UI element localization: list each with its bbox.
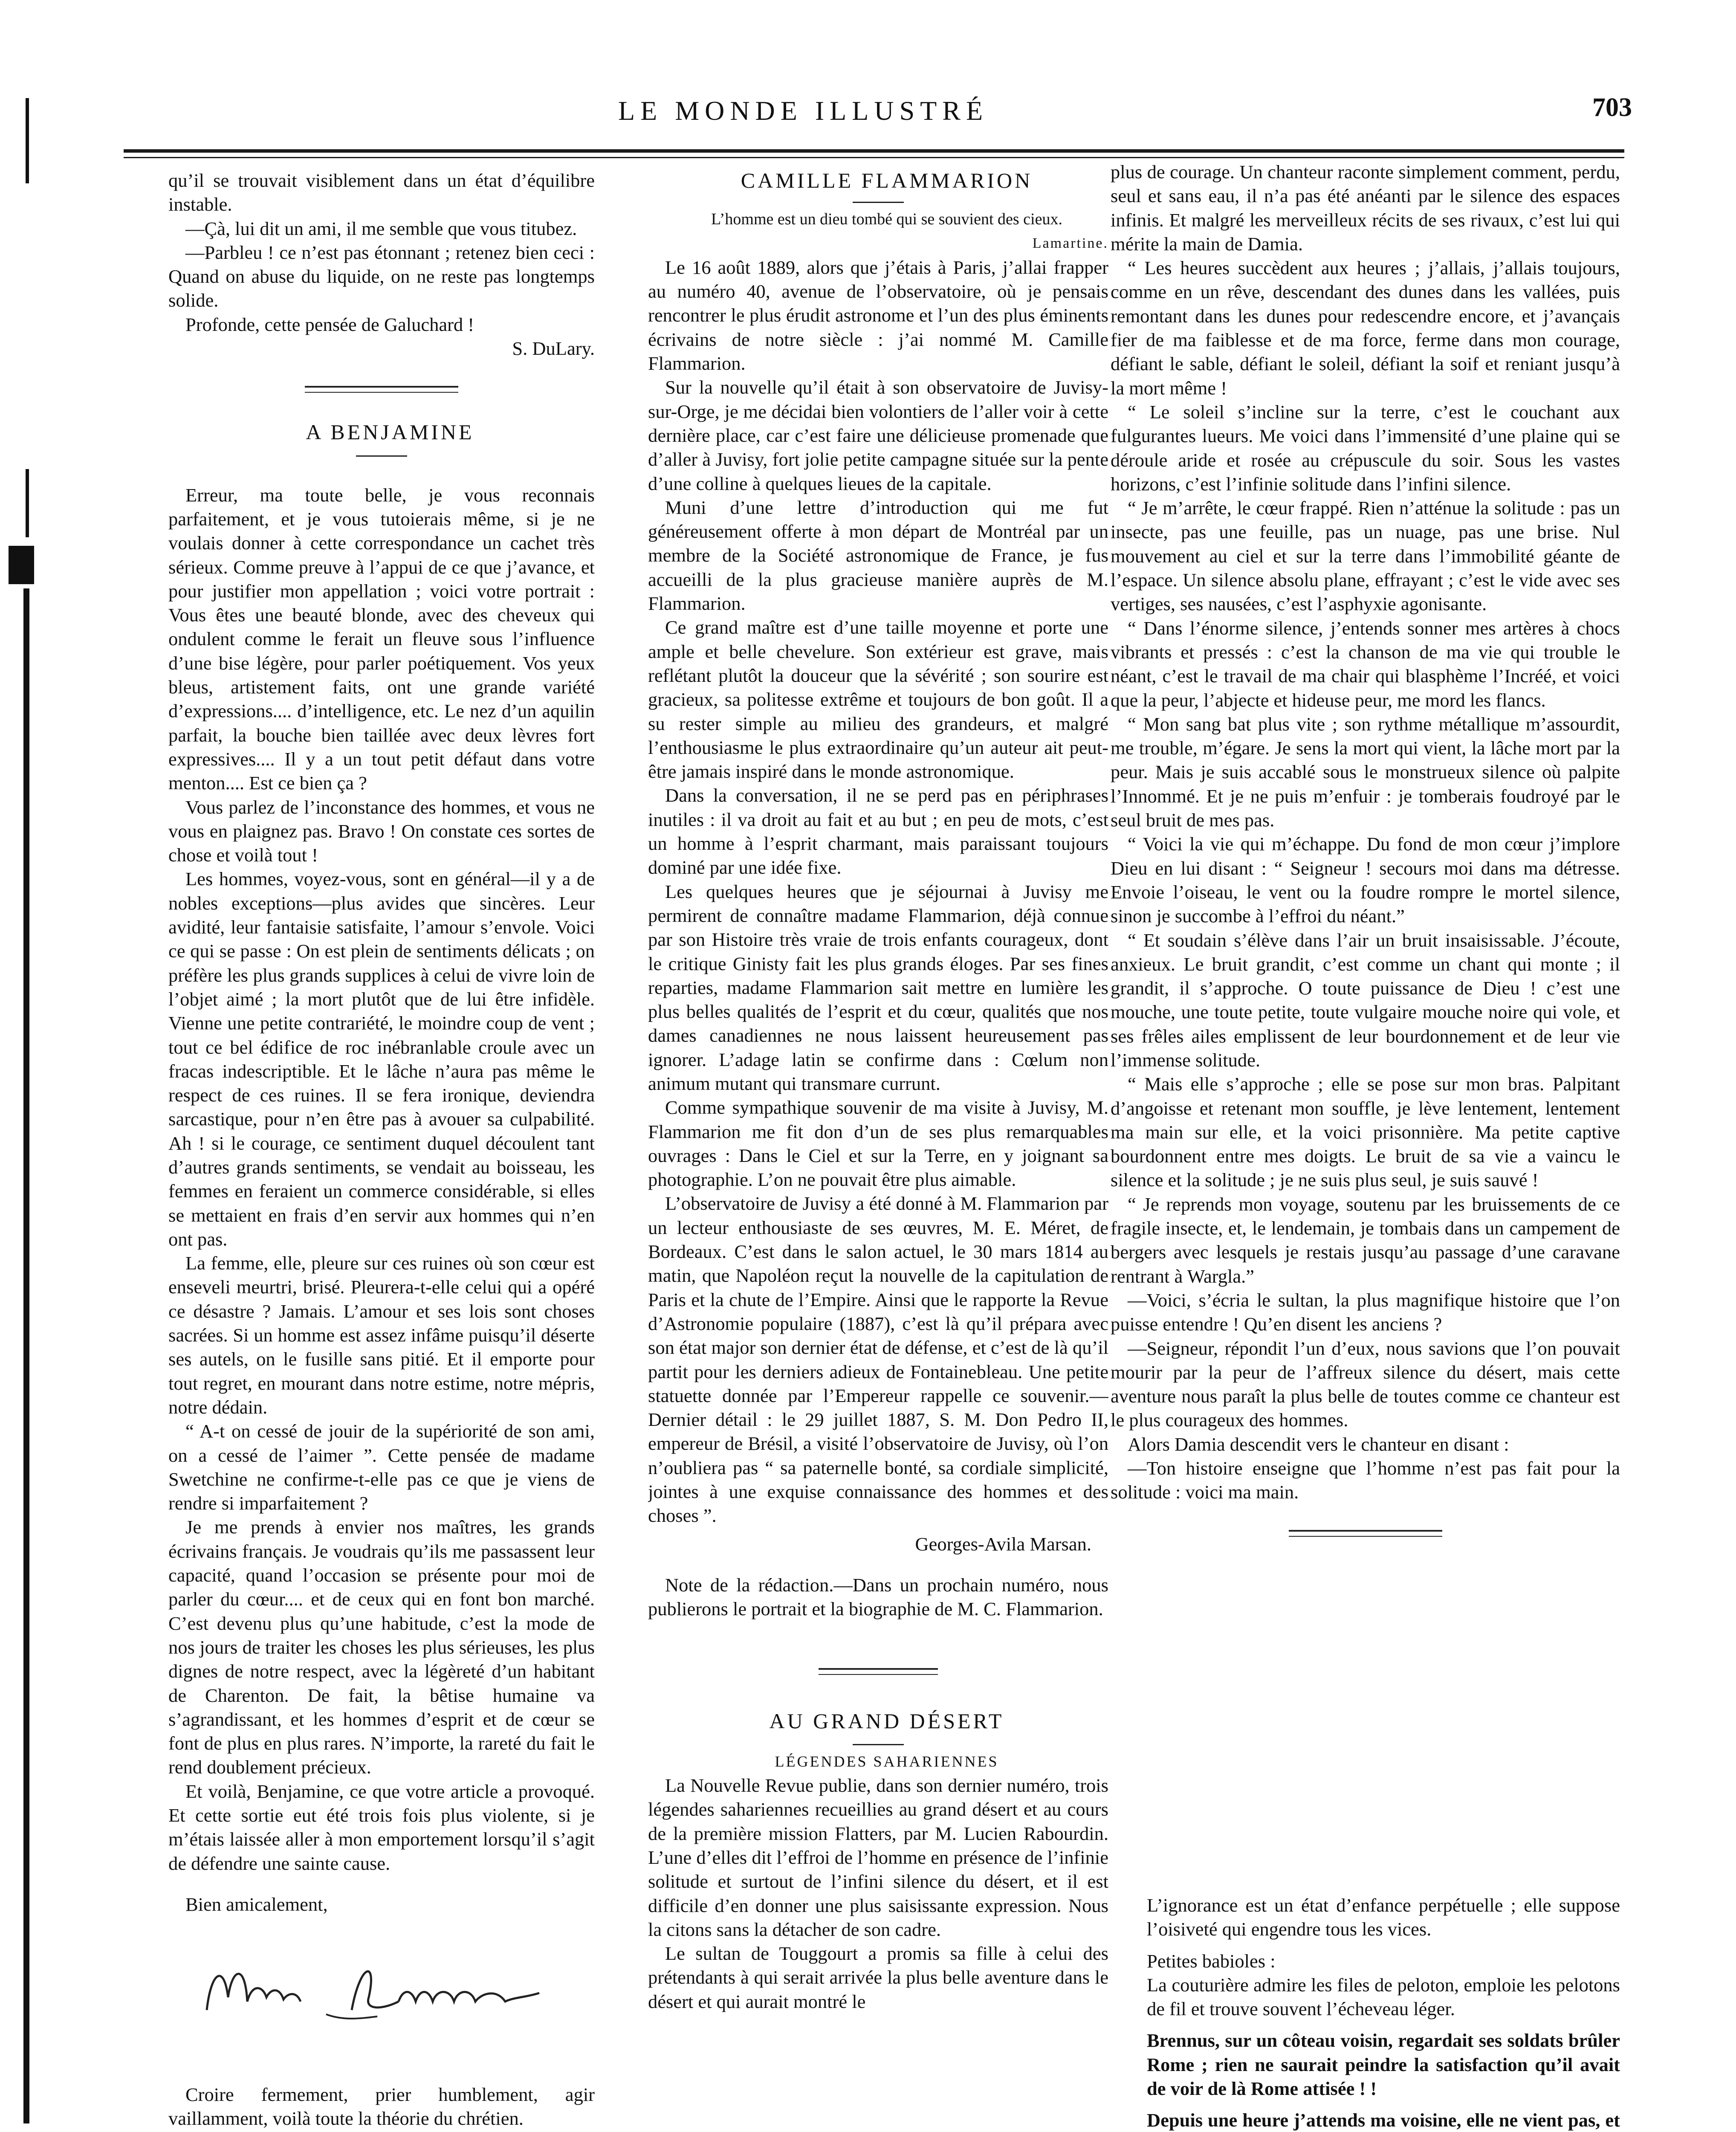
article-heading: CAMILLE FLAMMARION (741, 168, 1033, 192)
paragraph: La Nouvelle Revue publie, dans son dernier numéro, trois légendes sahariennes recueillies au grand désert et au cours de la première mission Flatters, par M. Lucien Rabourdin. L’une d’elles dit l’effroi de l’homme en présence de l’infinie solitude et surtout de l’infini silence du désert, et il est difficile d’en donner une plus saisissante expression. Nous la citons sans la détacher de son cadre. (648, 1775, 1108, 1940)
header-rule (124, 149, 1624, 153)
paragraph: Dans la conversation, il ne se perd pas en périphrases inutiles : il va droit au fait et au but ; en peu de mots, c’est un homme à l’esprit charmant, mais paraissant toujours dominé par une idée fixe. (648, 785, 1108, 878)
epigraph-author: Lamartine. (1032, 235, 1108, 251)
paragraph: —Seigneur, répondit l’un d’eux, nous savions que l’on pouvait mourir par la peur de l’affreux silence du désert, mais cette aventure nous paraît la plus belle de toutes comme ce chanteur est le plus courageux des hommes. (1111, 1337, 1620, 1431)
paragraph: Alors Damia descendit vers le chanteur en disant : (1128, 1433, 1509, 1455)
paragraph: “ Les heures succèdent aux heures ; j’allais, j’allais toujours, comme en un rêve, descendant des dunes dans les vallées, puis remontant dans les dunes pour redescendre encore, et j’avançais fier de ma faiblesse et de ma force, ferme dans mon courage, défiant le sable, défiant le soleil, défiant la soif et reniant jusqu’à la mort même ! (1111, 257, 1620, 399)
paragraph: —Voici, s’écria le sultan, la plus magnifique histoire que l’on puisse entendre ! Qu’en disent les anciens ? (1111, 1289, 1620, 1335)
heading-rule (853, 202, 904, 203)
article-heading: A BENJAMINE (306, 420, 475, 444)
paragraph: “ Voici la vie qui m’échappe. Du fond de mon cœur j’implore Dieu en lui disant : “ Seigneur ! secours moi dans ma détresse. Envoie l’oiseau, le vent ou la foudre rompre le mortel silence, sinon je succombe à l’effroi du néant.” (1111, 833, 1620, 927)
column-right-maxims (1147, 1893, 1620, 2132)
maxim: Depuis une heure j’attends ma voisine, elle ne vient pas, et (1147, 2109, 1620, 2131)
paragraph: qu’il se trouvait visiblement dans un état d’équilibre instable. (168, 170, 595, 215)
paragraph: “ Dans l’énorme silence, j’entends sonner mes artères à chocs vibrants et pressés : c’est la chanson de ma vie qui trouble le néant, c’est le travail de ma chair qui blasphème l’Incréé, et voici que la peur, l’abjecte et hideuse peur, me mord les flancs. (1111, 617, 1620, 711)
paragraph: “ Je m’arrête, le cœur frappé. Rien n’atténue la solitude : pas un insecte, pas une feuille, pas un nuage, pas une brise. Nul mouvement au ciel et sur la terre dans l’immobilité géante de l’espace. Un silence absolu plane, effrayant ; c’est le vide avec ses vertiges, ses nausées, c’est l’asphyxie agonisante. (1111, 497, 1620, 615)
paragraph: plus de courage. Un chanteur raconte simplement comment, perdu, seul et sans eau, il n’a pas été anéanti par le silence des espaces infinis. Et malgré les merveilleux récits de ses rivaux, c’est lui qui mérite la main de Damia. (1111, 161, 1620, 255)
editor-note: Note de la rédaction.—Dans un prochain numéro, nous publierons le portrait et la biographie de M. C. Flammarion. (648, 1574, 1108, 1620)
maxim: La couturière admire les files de peloton, emploie les pelotons de fil et trouve souvent l’écheveau léger. (1147, 1974, 1620, 2020)
paragraph: L’observatoire de Juvisy a été donné à M. Flammarion par un lecteur enthousiaste de ses œuvres, M. E. Méret, de Bordeaux. C’est dans le salon actuel, le 30 mars 1814 au matin, que Napoléon reçut la nouvelle de la capitulation de Paris et la chute de l’Empire. Ainsi que le rapporte la Revue d’Astronomie populaire (1887), c’est là qu’il prépara avec son état major son dernier état de défense, et c’est de là qu’il partit pour les derniers adieux de Fontainebleau. Une petite statuette donnée par l’Empereur rappelle ce souvenir.—Dernier détail : le 29 juillet 1887, S. M. Don Pedro II, empereur de Brésil, a visité l’observatoire de Juvisy, où l’on n’oubliera pas “ sa paternelle bonté, sa cordiale simplicité, jointes à une exquise connaissance des hommes et des choses ”. (648, 1193, 1108, 1527)
paragraph: “ A-t on cessé de jouir de la supériorité de son ami, on a cessé de l’aimer ”. Cette pensée de madame Swetchine ne confirme-t-elle pas ce que je viens de rendre si imparfaitement ? (168, 1420, 595, 1514)
paragraph: Ce grand maître est d’une taille moyenne et porte une ample et belle chevelure. Son extérieur est grave, mais reflétant plutôt la douceur que la sévérité ; son sourire est gracieux, sa politesse extrême et toujours de bon goût. Il a su rester simple au milieu des grandeurs, et malgré l’enthousiasme le plus extraordinaire qu’un auteur ait peut-être jamais inspiré dans le monde astronomique. (648, 617, 1108, 782)
section-divider (305, 386, 458, 393)
column-middle (648, 168, 1108, 2132)
maxim: Brennus, sur un côteau voisin, regardait ses soldats brûler Rome ; rien ne saurait peindre la satisfaction qu’il avait de voir de là Rome attisée ! ! (1147, 2030, 1620, 2100)
paragraph: Vous parlez de l’inconstance des hommes, et vous ne vous en plaignez pas. Bravo ! On constate ces sortes de chose et voilà tout ! (168, 796, 595, 866)
paragraph: “ Et soudain s’élève dans l’air un bruit insaisissable. J’écoute, anxieux. Le bruit grandit, c’est comme un chant qui monte ; il grandit, il s’approche. O toute puissance de Dieu ! c’est une mouche, une toute petite, toute vulgaire mouche noire qui vole, et ses frêles ailes emplissent de leur bourdonnement et de leur vie l’immense solitude. (1111, 929, 1620, 1071)
article-heading: AU GRAND DÉSERT (769, 1709, 1004, 1733)
paragraph: “ Mais elle s’approche ; elle se pose sur mon bras. Palpitant d’angoisse et retenant mon souffle, je lève lentement, lentement ma main sur elle, et la voici prisonnière. Ma petite captive bourdonnent entre mes doigts. Le bruit de sa vie a vaincu le silence et la solitude ; je ne suis plus seul, je suis sauvé ! (1111, 1073, 1620, 1191)
column-left (168, 168, 595, 2132)
closing: Bien amicalement, (185, 1893, 328, 1915)
paragraph: Les quelques heures que je séjournai à Juvisy me permirent de connaître madame Flammarion, déjà connue par son Histoire très vraie de trois enfants courageux, dont le critique Ginisty fait les plus grands éloges. Par ses fines reparties, madame Flammarion sait mettre en lumière les plus belles qualités de l’esprit et du cœur, qualités que nos dames canadiennes ne nous laissent heureusement pas ignorer. L’adage latin se confirme dans : Cœlum non animum mutant qui transmare currunt. (648, 881, 1108, 1094)
paragraph: “ Mon sang bat plus vite ; son rythme métallique m’assourdit, me trouble, m’égare. Je sens la mort qui vient, la lâche mort par la peur. Mais je suis accablé sous le monstrueux silence où palpite l’Innommé. Et je ne puis m’enfuir : je tomberais foudroyé par le seul bruit de mes pas. (1111, 713, 1620, 831)
binding-edge-mark (9, 546, 34, 584)
paragraph: —Ton histoire enseigne que l’homme n’est pas fait pour la solitude : voici ma main. (1111, 1457, 1620, 1503)
maxim-heading: Petites babioles : (1147, 1950, 1276, 1972)
paragraph: Sur la nouvelle qu’il était à son observatoire de Juvisy-sur-Orge, je me décidai bien volontiers de l’aller voir à cette dernière place, car c’est faire une délicieuse promenade que d’aller à Juvisy, fort jolie petite campagne située sur la pente d’une colline à quelques lieues de la capitale. (648, 377, 1108, 494)
article-subheading: LÉGENDES SAHARIENNES (775, 1753, 999, 1770)
paragraph: “ Le soleil s’incline sur la terre, c’est le couchant aux fulgurantes lueurs. Me voici dans l’immensité d’une plaine qui se déroule aride et rosée au crépuscule du soir. Sous les vastes horizons, c’est l’infinie solitude dans l’infini silence. (1111, 401, 1620, 495)
paragraph: Erreur, ma toute belle, je vous reconnais parfaitement, et je vous tutoierais même, si je ne voulais donner à cette correspondance un cachet très sérieux. Comme preuve à l’appui de ce que j’avance, et pour justifier mon appellation ; voici votre portrait : Vous êtes une beauté blonde, avec des cheveux qui ondulent comme le ferait un fleuve sous l’influence d’une bise légère, pour parler poétiquement. Vos yeux bleus, artistement faits, ont une grande variété d’expressions.... d’intelligence, etc. Le nez d’un aquilin parfait, la bouche bien taillée avec deux lèvres fort expressives.... Il y a un tout petit défaut dans votre menton.... Est ce bien ça ? (168, 484, 595, 794)
section-divider (1289, 1530, 1442, 1537)
binding-edge-mark (26, 469, 29, 537)
column-right (1111, 160, 1620, 1891)
newspaper-title: LE MONDE ILLUSTRÉ (618, 96, 989, 126)
header-rule-thin (124, 157, 1624, 158)
heading-rule (356, 455, 407, 457)
paragraph: Profonde, cette pensée de Galuchard ! (185, 313, 475, 335)
heading-rule (853, 1744, 904, 1745)
paragraph: Comme sympathique souvenir de ma visite à Juvisy, M. Flammarion me fit don d’un de ses plus remarquables ouvrages : Dans le Ciel et sur la Terre, en y joignant sa photographie. L’on ne pouvait être plus aimable. (648, 1097, 1108, 1191)
paragraph: Muni d’une lettre d’introduction qui me fut généreusement offerte à mon départ de Montréal par un membre de la Société astronomique de France, je fus accueilli de la plus gracieuse manière auprès de M. Flammarion. (648, 496, 1108, 614)
binding-edge-mark (23, 588, 29, 2123)
paragraph: Les hommes, voyez-vous, sont en général—il y a de nobles exceptions—plus avides que sincères. Leur avidité, leur fantaisie satisfaite, l’amour s’envole. Voici ce qui se passe : On est plein de sentiments délicats ; on préfère les plus grands supplices à celui de vivre loin de l’objet aimé ; la mort plutôt que de lui être infidèle. Vienne une petite contrariété, le moindre coup de vent ; tout ce bel édifice de roc inébranlable croule avec un fracas indescriptible. Et le lâche n’aura pas même le respect de ces ruines. Il se fera ironique, deviendra sarcastique, pour n’en être pas à avouer sa culpabilité. Ah ! si le courage, ce sentiment duquel découlent tant d’autres grands sentiments, se vendait au boisseau, les femmes en feraient un commerce considérable, si elles se mettaient en frais d’en servir aux hommes qui n’en ont pas. (168, 868, 595, 1250)
author-signature: Georges-Avila Marsan. (915, 1533, 1091, 1555)
paragraph: La femme, elle, pleure sur ces ruines où son cœur est enseveli meurtri, brisé. Pleurera-t-elle celui qui a opéré ce désastre ? Jamais. L’amour et ses lois sont choses sacrées. Si un homme est assez infâme puisqu’il déserte ses autels, on le fusille sans pitié. Et il emporte pour tout regret, en mourant dans notre estime, notre mépris, notre dédain. (168, 1252, 595, 1418)
maxim: L’ignorance est un état d’enfance perpétuelle ; elle suppose l’oisiveté qui engendre tous les vices. (1147, 1894, 1620, 1940)
paragraph: Le 16 août 1889, alors que j’étais à Paris, j’allai frapper au numéro 40, avenue de l’observatoire, où je pensais rencontrer le plus érudit astronome et l’un des plus éminents écrivains de notre siècle : j’ai nommé M. Camille Flammarion. (648, 256, 1108, 374)
paragraph: “ Je reprends mon voyage, soutenu par les bruissements de ce fragile insecte, et, le lendemain, je tombais dans un campement de bergers avec lesquels je restais jusqu’au passage d’une caravane rentrant à Wargla.” (1111, 1193, 1620, 1287)
paragraph: Et voilà, Benjamine, ce que votre article a provoqué. Et cette sortie eut été trois fois plus violente, si je m’étais laissée aller à mon emportement lorsqu’il s’agit de défendre une sainte cause. (168, 1780, 595, 1874)
masthead (0, 83, 1736, 130)
paragraph: Le sultan de Touggourt a promis sa fille à celui des prétendants à qui serait arrivée la plus belle aventure dans le désert et qui aurait montré le (648, 1943, 1108, 2012)
handwritten-signature (198, 1946, 548, 2031)
paragraph: Je me prends à envier nos maîtres, les grands écrivains français. Je voudrais qu’ils me passassent leur capacité, quand l’occasion se présente pour moi de parler du cœur.... et de ceux qui en font bon marché. C’est devenu plus qu’une habitude, c’est la mode de nos jours de traiter les choses les plus sérieuses, les plus dignes de notre respect, avec la légèreté d’un habitant de Charenton. De fait, la bêtise humaine va s’agrandissant, et les hommes d’esprit et de cœur se font de plus en plus rares. N’importe, la rareté du fait le rend doublement précieux. (168, 1516, 595, 1778)
author-signature: S. DuLary. (512, 338, 595, 359)
section-divider (819, 1668, 938, 1675)
maxim: Croire fermement, prier humblement, agir vaillamment, voilà toute la théorie du chrétien. (168, 2084, 595, 2129)
paragraph: —Çà, lui dit un ami, il me semble que vous titubez. (185, 217, 577, 239)
epigraph: L’homme est un dieu tombé qui se souvient des cieux. (711, 210, 1062, 229)
paragraph: —Parbleu ! ce n’est pas étonnant ; retenez bien ceci : Quand on abuse du liquide, on ne reste pas longtemps solide. (168, 241, 595, 311)
page-number: 703 (1592, 93, 1632, 122)
